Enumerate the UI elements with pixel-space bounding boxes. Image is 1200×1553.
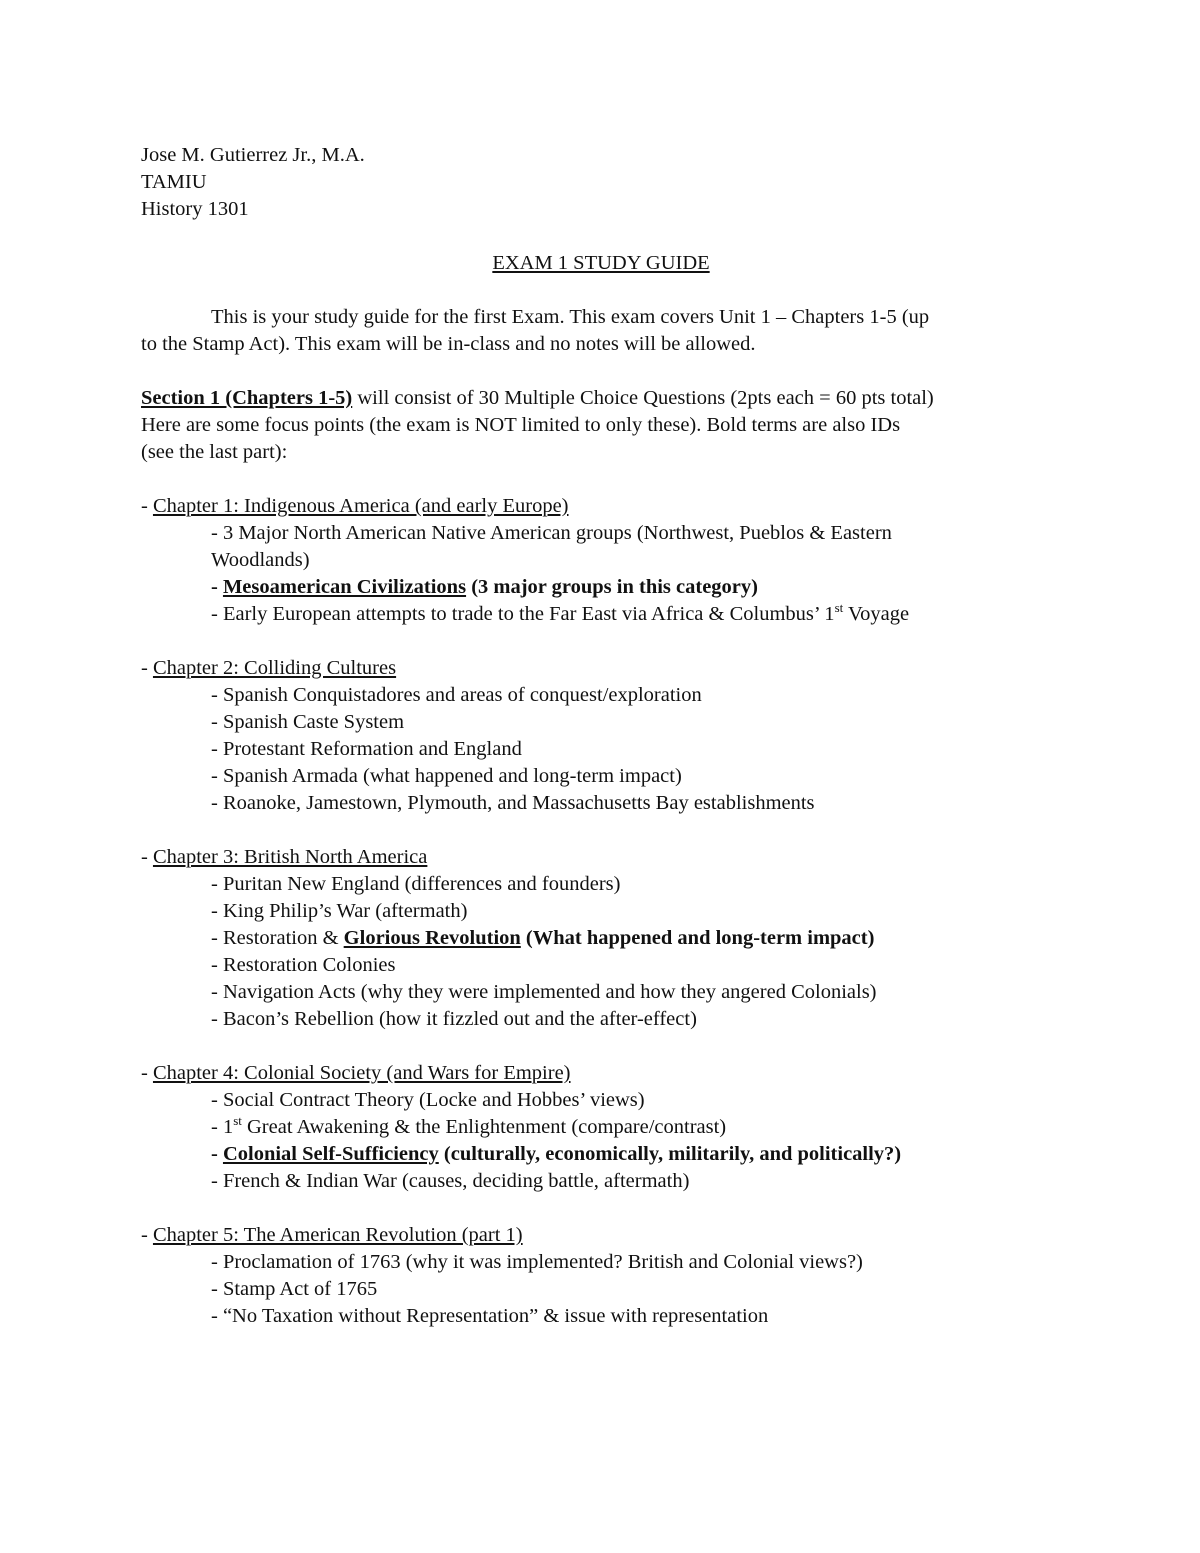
- chapter-1-heading: - Chapter 1: Indigenous America (and early Europe): [141, 495, 569, 517]
- chapter-1-item-1b: Woodlands): [211, 549, 310, 571]
- glorious-revolution-term: Glorious Revolution: [343, 927, 521, 949]
- chapter-5-item: - Stamp Act of 1765: [211, 1278, 378, 1300]
- mesoamerican-rest: (3 major groups in this category): [466, 576, 758, 598]
- chapter-1-item-2: - Mesoamerican Civilizations (3 major groups in this category): [211, 576, 758, 598]
- chapter-4-title: Chapter 4: Colonial Society (and Wars for Empire): [152, 1062, 571, 1084]
- course-name: History 1301: [141, 198, 249, 220]
- chapter-2-title: Chapter 2: Colliding Cultures: [152, 657, 397, 679]
- chapter-5-item: - “No Taxation without Representation” & issue with representation: [211, 1305, 769, 1327]
- chapter-3-item-6: - Bacon’s Rebellion (how it fizzled out and the after-effect): [211, 1008, 697, 1030]
- chapter-3-item-3: - Restoration & Glorious Revolution (What happened and long-term impact): [211, 927, 875, 949]
- chapter-5-item: - Proclamation of 1763 (why it was implemented? British and Colonial views?): [211, 1251, 863, 1273]
- chapter-4-item-2: - 1st Great Awakening & the Enlightenment (compare/contrast): [211, 1113, 727, 1138]
- mesoamerican-term: Mesoamerican Civilizations: [222, 576, 467, 598]
- chapter-1-item-3: - Early European attempts to trade to the Far East via Africa & Columbus’ 1st Voyage: [211, 600, 910, 625]
- institution-name: TAMIU: [141, 171, 207, 193]
- chapter-1-title: Chapter 1: Indigenous America (and early Europe): [152, 495, 569, 517]
- section-1-label: Section 1 (Chapters 1-5): [141, 387, 353, 409]
- author-name: Jose M. Gutierrez Jr., M.A.: [141, 144, 365, 166]
- chapter-4-item-1: - Social Contract Theory (Locke and Hobbes’ views): [211, 1089, 645, 1111]
- chapter-3-item-1: - Puritan New England (differences and founders): [211, 873, 621, 895]
- chapter-2-heading: - Chapter 2: Colliding Cultures: [141, 657, 397, 679]
- chapter-2-item: - Protestant Reformation and England: [211, 738, 522, 760]
- document-title-text: EXAM 1 STUDY GUIDE: [492, 252, 710, 274]
- chapter-3-title: Chapter 3: British North America: [152, 846, 428, 868]
- section-1-line-1: [141, 385, 1061, 412]
- chapter-2-item: - Spanish Caste System: [211, 711, 405, 733]
- section-1-line-3: (see the last part):: [141, 441, 288, 463]
- chapter-3-item-4: - Restoration Colonies: [211, 954, 396, 976]
- intro-line-2: to the Stamp Act). This exam will be in-class and no notes will be allowed.: [141, 333, 756, 355]
- chapter-3-item-2: - King Philip’s War (aftermath): [211, 900, 468, 922]
- colonial-self-sufficiency-term: Colonial Self-Sufficiency: [222, 1143, 439, 1165]
- chapter-2-item: - Spanish Armada (what happened and long-term impact): [211, 765, 682, 787]
- chapter-2-item: - Roanoke, Jamestown, Plymouth, and Massachusetts Bay establishments: [211, 792, 815, 814]
- study-guide-document: [141, 142, 1061, 1330]
- chapter-2-item: - Spanish Conquistadores and areas of conquest/exploration: [211, 684, 702, 706]
- chapter-3-heading: - Chapter 3: British North America: [141, 846, 428, 868]
- chapter-4-heading: - Chapter 4: Colonial Society (and Wars for Empire): [141, 1062, 571, 1084]
- intro-line-1: This is your study guide for the first Exam. This exam covers Unit 1 – Chapters 1-5 (up: [211, 306, 930, 328]
- chapter-4-item-3: - Colonial Self-Sufficiency (culturally, economically, militarily, and politically?): [211, 1143, 902, 1165]
- chapter-3-item-5: - Navigation Acts (why they were implemented and how they angered Colonials): [211, 981, 877, 1003]
- chapter-4-item-4: - French & Indian War (causes, deciding battle, aftermath): [211, 1170, 690, 1192]
- section-1-rest: will consist of 30 Multiple Choice Questions (2pts each = 60 pts total): [352, 387, 934, 409]
- document-title: [141, 250, 1061, 277]
- chapter-1-item-1a: - 3 Major North American Native American groups (Northwest, Pueblos & Eastern: [211, 522, 892, 544]
- section-1-line-2: Here are some focus points (the exam is NOT limited to only these). Bold terms are also IDs: [141, 414, 901, 436]
- chapter-5-heading: - Chapter 5: The American Revolution (part 1): [141, 1224, 523, 1246]
- chapter-5-title: Chapter 5: The American Revolution (part 1): [152, 1224, 523, 1246]
